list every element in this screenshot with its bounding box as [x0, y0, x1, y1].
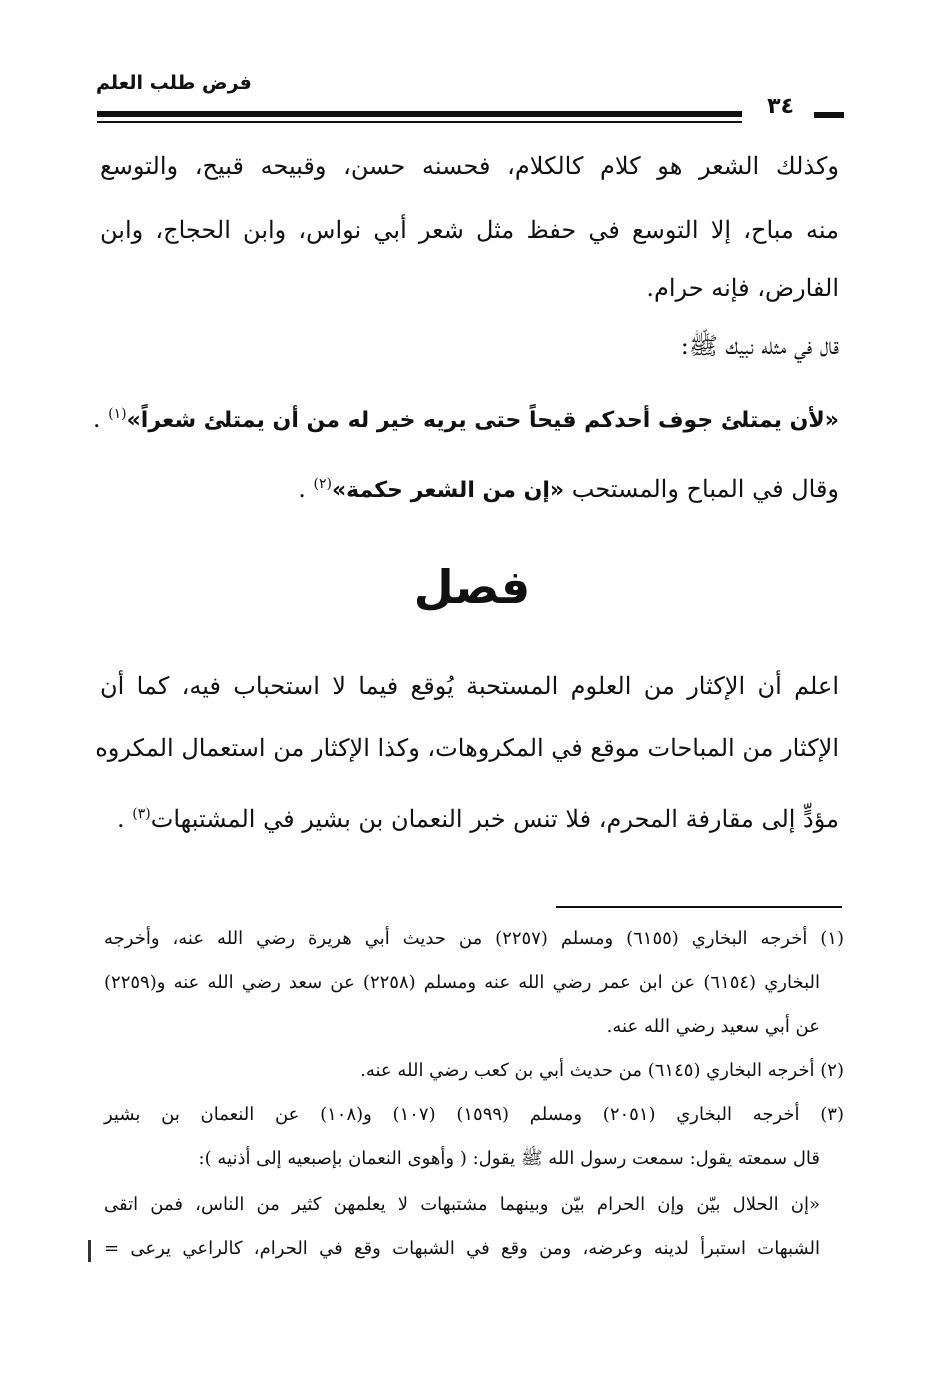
- footnote-ref-3: (٣): [132, 806, 151, 822]
- footnote-ref-2: (٢): [313, 476, 332, 492]
- section-line-2: الإكثار من المباحات موقع في المكروهات، وكذا الإكثار من استعمال المكروه: [95, 734, 839, 762]
- page-number-dash: [814, 112, 844, 118]
- footnote-3-line-3: «إن الحلال بيّن وإن الحرام بيّن وبينهما مشتبهات لا يعلمهن كثير من الناس، فمن اتقى: [104, 1194, 820, 1215]
- running-header-title: فرض طلب العلم: [96, 72, 252, 94]
- hadith-quote-2-prefix: وقال في المباح والمستحب: [571, 475, 839, 503]
- footnote-1-line-3: عن أبي سعيد رضي الله عنه.: [606, 1016, 820, 1037]
- footnote-2: (٢) أخرجه البخاري (٦١٤٥) من حديث أبي بن كعب رضي الله عنه.: [360, 1060, 844, 1081]
- body-line-1: وكذلك الشعر هو كلام كالكلام، فحسنه حسن، وقبيحه قبيح، والتوسع: [100, 152, 839, 180]
- footnote-1-line-1: (١) أخرجه البخاري (٦١٥٥) ومسلم (٢٢٥٧) من حديث أبي هريرة رضي الله عنه، وأخرجه: [104, 928, 844, 949]
- hadith-quote-2-text: «إن من الشعر حكمة»: [331, 478, 565, 503]
- body-line-2: منه مباح، إلا التوسع في حفظ مثل شعر أبي نواس، وابن الحجاج، وابن: [100, 216, 839, 244]
- page-number: ٣٤: [767, 94, 794, 119]
- footnote-3-line-1: (٣) أخرجه البخاري (٢٠٥١) ومسلم (١٥٩٩) (١٠٧) و(١٠٨) عن النعمان بن بشير: [104, 1104, 844, 1125]
- footnote-ref-1: (١): [108, 406, 127, 422]
- footnote-1-line-2: البخاري (٦١٥٤) عن ابن عمر رضي الله عنه ومسلم (٢٢٥٨) عن سعد رضي الله عنه و(٢٢٥٩): [104, 972, 821, 993]
- hadith-quote-1-text: «لأن يمتلئ جوف أحدكم قيحاً حتى يريه خير له من أن يمتلئ شعراً»: [126, 408, 839, 433]
- section-line-1: اعلم أن الإكثار من العلوم المستحبة يُوقع فيما لا استحباب فيه، كما أن: [100, 672, 839, 700]
- hadith-quote-1: «لأن يمتلئ جوف أحدكم قيحاً حتى يريه خير له من أن يمتلئ شعراً»$^{(١)}$ .: [92, 405, 839, 433]
- footnote-3-line-4: الشبهات استبرأ لدينه وعرضه، ومن وقع في الشبهات وقع في الحرام، كالراعي يرعى =: [104, 1238, 820, 1259]
- header-rule-thick: [97, 111, 742, 117]
- body-line-4: قال في مثله نبيك ﷺ:: [680, 332, 839, 360]
- footnote-separator: [556, 906, 842, 908]
- hadith-quote-2: وقال في المباح والمستحب «إن من الشعر حكمة»$^{(٢)}$ .: [298, 475, 839, 503]
- body-line-3: الفارض، فإنه حرام.: [646, 274, 839, 302]
- section-line-3-text: مؤدٍّ إلى مقارفة المحرم، فلا تنس خبر النعمان بن بشير في المشتبهات: [150, 805, 839, 833]
- margin-mark: [88, 1240, 91, 1262]
- footnote-3-line-2: قال سمعته يقول: سمعت رسول الله ﷺ يقول: ( وأهوى النعمان بإصبعيه إلى أذنيه ):: [198, 1148, 820, 1169]
- section-line-3: مؤدٍّ إلى مقارفة المحرم، فلا تنس خبر النعمان بن بشير في المشتبهات$^{(٣)}$ .: [117, 805, 839, 833]
- header-rule-thin: [97, 121, 742, 123]
- section-heading: فصل: [413, 560, 531, 614]
